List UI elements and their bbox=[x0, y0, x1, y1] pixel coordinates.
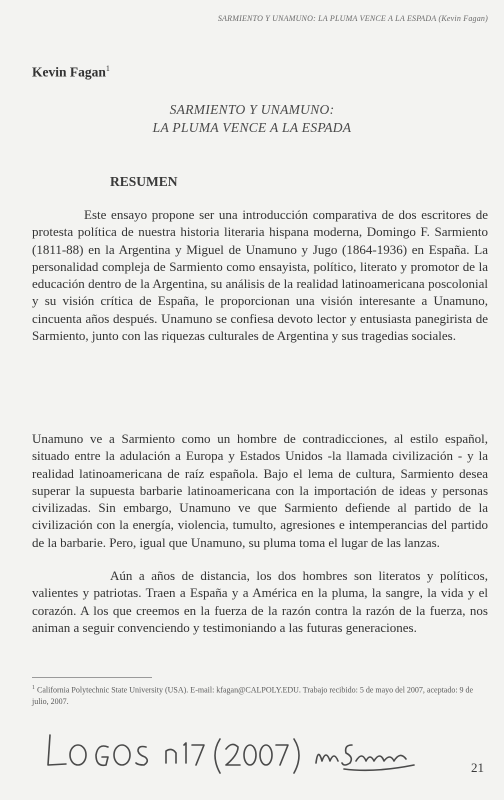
abstract-paragraph-3: Aún a años de distancia, los dos hombres son literatos y políticos, valientes y patriotas. Traen a España y a América en la pluma, la sangre, la vida y el corazón. A los que creemos en la fuerza de la razón contra la razón de la fuerza, nos animan a seguir convenciendo y testimoniando a las futuras generaciones. bbox=[32, 568, 488, 635]
author-name-text: Kevin Fagan bbox=[32, 64, 106, 80]
handwriting-text: LOGOS n.º 17 (2007) - Lecturas bbox=[44, 717, 58, 718]
title-line-2: LA PLUMA VENCE A LA ESPADA bbox=[152, 120, 352, 135]
handwritten-annotation bbox=[44, 717, 424, 787]
running-head: SARMIENTO Y UNAMUNO: LA PLUMA VENCE A LA ESPADA (Kevin Fagan) bbox=[217, 14, 488, 23]
article-title bbox=[0, 101, 504, 137]
footnote-marker: 1 bbox=[32, 685, 35, 691]
abstract-heading: RESUMEN bbox=[110, 174, 178, 189]
author-name bbox=[32, 64, 110, 81]
author-footnote-marker: 1 bbox=[105, 64, 110, 73]
footnote-divider bbox=[32, 677, 152, 678]
abstract-paragraph-1: Este ensayo propone ser una introducción comparativa de dos escritores de protesta política de nuestra historia literaria hispana moderna, Domingo F. Sarmiento (1811-88) en la Argentina y Miguel de Unamuno y Jugo (1864-1936) en España. La personalidad compleja de Sarmiento como ensayista, político, literato y promotor de la educación dentro de la Argentina, su análisis de la realidad latinoamericana poscolonial y su visión crítica de España, le proporcionan una visión interesante a Unamuno, cincuenta años después. Unamuno se confiesa devoto lector y entusiasta panegirista de Sarmiento, junto con las riquezas culturales de Argentina y sus tragedias sociales. bbox=[32, 207, 488, 344]
title-line-1: SARMIENTO Y UNAMUNO: bbox=[169, 102, 335, 117]
footnote bbox=[32, 683, 488, 707]
footnote-text: California Polytechnic State University (USA). E-mail: kfagan@CALPOLY.EDU. Trabajo recibido: 5 de mayo del 2007, aceptado: 9 de julio, 2007. bbox=[32, 685, 474, 706]
page-number: 21 bbox=[471, 760, 484, 775]
abstract-paragraph-2: Unamuno ve a Sarmiento como un hombre de contradicciones, al estilo español, situado entre la adulación a Europa y Estados Unidos -la llamada civilización - y la realidad latinoamericana de raíz española. Bajo el lema de cultura, Sarmiento desea superar la supuesta barbarie latinoamericana con la importación de ideas y personas civilizadas. Sin embargo, Unamuno ve que Sarmiento defiende al partido de la civilización con la energía, violencia, tumulto, agresiones e intemperancias del partido de la barbarie. Pero, igual que Unamuno, su pluma toma el lugar de las lanzas. bbox=[32, 431, 488, 550]
